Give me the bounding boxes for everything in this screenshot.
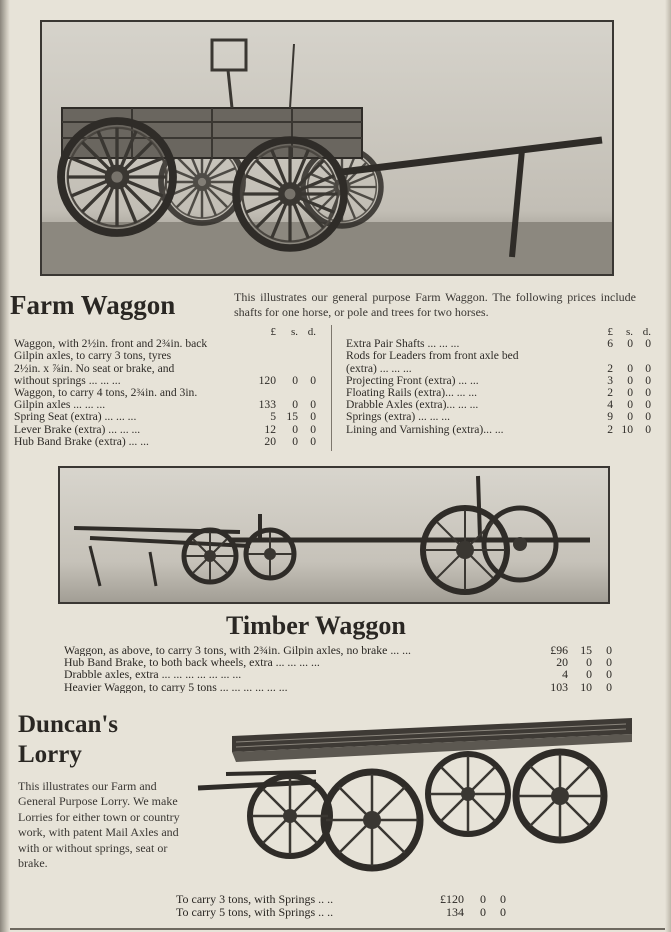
price-row [14,424,316,436]
price-shillings: 0 [292,434,298,448]
price-shillings: 0 [627,337,633,351]
lorry-title-line1: Duncan's [18,711,119,738]
price-pounds: 2 [607,361,613,375]
price-shillings: 0 [627,398,633,412]
price-item-description: Hub Band Brake, to both back wheels, extra ... ... ... ... [64,656,320,669]
price-pence: 0 [606,679,612,694]
price-shillings: 0 [586,667,592,682]
price-item-description: Waggon, to carry 4 tons, 2¾in. and 3in. [14,386,198,400]
price-row [14,363,316,375]
price-row [346,363,651,375]
price-pence: 0 [645,337,651,351]
price-shillings: 0 [292,373,298,387]
farm-waggon-price-list-left [14,326,316,448]
shillings-header: s. [625,326,633,338]
price-pence: 0 [645,410,651,424]
price-item-description: Gilpin axles, to carry 3 tons, tyres [14,349,172,363]
pence-header: d. [642,326,651,338]
price-shillings: 0 [627,410,633,424]
price-item-description: Waggon, with 2½in. front and 2¾in. back [14,337,208,351]
farm-waggon-price-list-right [346,326,651,436]
price-pence: 0 [310,422,316,436]
price-row [64,644,612,656]
price-pence: 0 [645,398,651,412]
price-shillings: 15 [286,410,298,424]
price-item-description: Springs (extra) ... ... ... [346,410,451,424]
page-bottom-rule [10,928,665,930]
price-row [64,668,612,680]
price-shillings: 10 [621,422,633,436]
price-pounds: 12 [264,422,276,436]
price-item-description: Extra Pair Shafts ... ... ... [346,337,460,351]
price-pounds: 20 [264,434,276,448]
price-shillings: 0 [627,386,633,400]
lorry-photo [196,712,642,884]
price-item-description: Drabble Axles (extra)... ... ... [346,398,479,412]
lorry-description: This illustrates our Farm and General Purpose Lorry. We make Lorries for either town or country work, with patent Mail Axles and with or without springs, seat or brake. [18,779,180,871]
price-item-description: Hub Band Brake (extra) ... ... [14,434,149,448]
price-pounds: 120 [258,373,276,387]
price-pounds: 5 [270,410,276,424]
price-pence: 0 [606,667,612,682]
price-item-description: 2½in. x ⅞in. No seat or brake, and [14,361,175,375]
price-item-description: Heavier Waggon, to carry 5 tons ... ... ... ... ... ... [64,680,288,693]
price-item-description: (extra) ... ... ... [346,361,412,375]
price-shillings: 0 [480,892,486,906]
price-pounds: 4 [562,667,568,682]
price-row [14,436,316,448]
shillings-header: s. [290,326,298,338]
farm-waggon-photo [40,20,614,276]
price-item-description: without springs ... ... ... [14,373,121,387]
price-item-description: To carry 5 tons, with Springs .. .. [176,905,334,920]
timber-waggon-title: Timber Waggon [226,611,406,640]
price-item-description: Gilpin axles ... ... ... [14,398,106,412]
price-pounds: 6 [607,337,613,351]
price-item-description: Lining and Varnishing (extra)... ... [346,422,504,436]
price-pounds: £120 [440,892,464,906]
price-shillings: 0 [480,905,486,920]
timber-waggon-photo [58,466,610,604]
price-item-description: Projecting Front (extra) ... ... [346,373,479,387]
price-shillings: 10 [580,679,592,694]
price-item-description: To carry 3 tons, with Springs .. .. [176,892,334,906]
price-shillings: 0 [627,373,633,387]
price-pounds: 9 [607,410,613,424]
price-item-description: Lever Brake (extra) ... ... ... [14,422,141,436]
price-pence: 0 [500,905,506,920]
price-pounds: 2 [607,422,613,436]
price-pence: 0 [645,386,651,400]
lorry-price-list [176,893,506,919]
column-divider [331,325,332,451]
price-pounds: 134 [446,905,464,920]
price-pence: 0 [310,373,316,387]
price-row [346,424,651,436]
farm-waggon-title: Farm Waggon [10,290,176,320]
price-pence: 0 [645,373,651,387]
price-pence: 0 [310,410,316,424]
price-item-description: Spring Seat (extra) ... ... ... [14,410,137,424]
price-item-description: Waggon, as above, to carry 3 tons, with 2¾in. Gilpin axles, no brake ... ... [64,644,411,657]
price-pounds: 133 [258,398,276,412]
price-row [64,656,612,668]
price-pounds: 20 [556,655,568,670]
price-pence: 0 [606,655,612,670]
price-shillings: 0 [292,398,298,412]
price-pence: 0 [606,643,612,657]
price-pence: 0 [500,892,506,906]
price-pence: 0 [645,361,651,375]
page-edge-shadow [665,0,671,932]
pence-header: d. [307,326,316,338]
price-shillings: 0 [586,655,592,670]
price-item-description: Rods for Leaders from front axle bed [346,349,519,363]
price-item-description: Drabble axles, extra ... ... ... ... ... ... ... [64,668,242,681]
price-row [64,681,612,693]
price-pounds: 103 [550,679,568,694]
price-shillings: 0 [627,361,633,375]
page-binding-shadow [0,0,10,932]
price-pounds: £96 [550,643,568,657]
price-pence: 0 [645,422,651,436]
lorry-title-line2: Lorry [18,741,82,768]
price-shillings: 0 [292,422,298,436]
price-row [176,906,506,919]
price-pence: 0 [310,398,316,412]
price-row [346,350,651,362]
price-pounds: 4 [607,398,613,412]
price-row [14,411,316,423]
pounds-header: £ [270,326,276,338]
price-pounds: 3 [607,373,613,387]
price-pence: 0 [310,434,316,448]
timber-waggon-price-list [64,644,612,693]
price-item-description: Floating Rails (extra)... ... ... [346,386,478,400]
price-shillings: 15 [580,643,592,657]
price-pounds: 2 [607,386,613,400]
pounds-header: £ [607,326,613,338]
farm-waggon-intro: This illustrates our general purpose Farm Waggon. The following prices include shafts for one horse, or pole and trees for two horses. [234,290,636,319]
price-row [346,411,651,423]
price-row [14,350,316,362]
